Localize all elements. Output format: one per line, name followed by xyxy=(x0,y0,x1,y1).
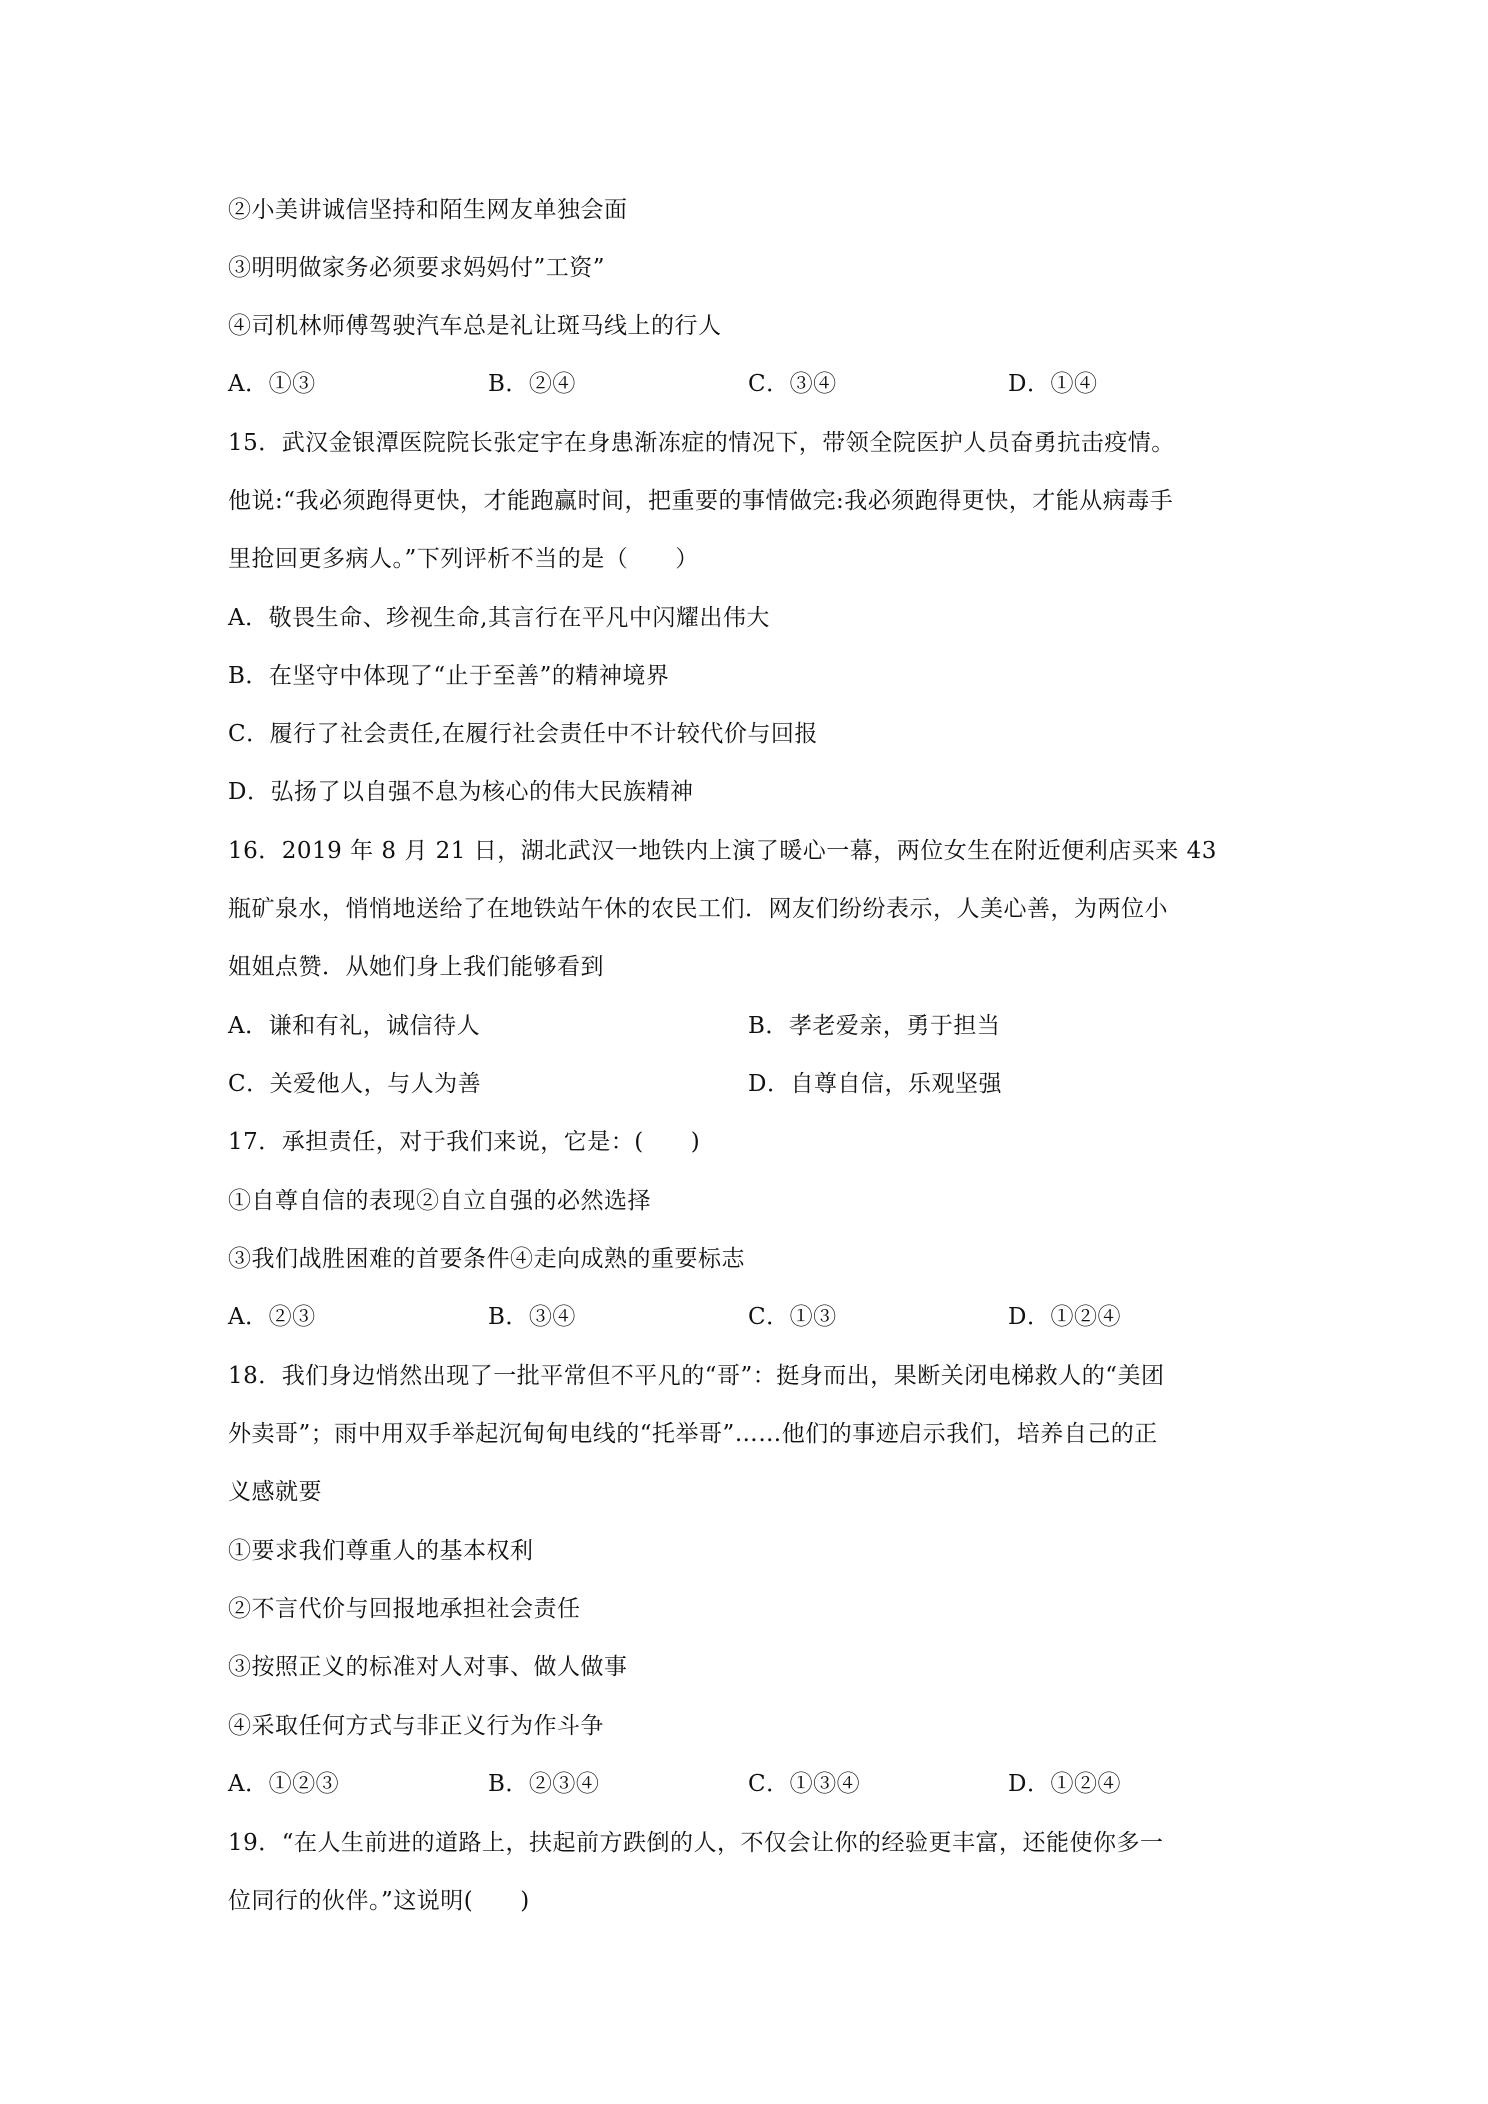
q18-option-c: C．①③④ xyxy=(748,1771,861,1797)
q18-stem-line-3: 义感就要 xyxy=(228,1479,322,1505)
q14-item-2: ②小美讲诚信坚持和陌生网友单独会面 xyxy=(228,197,628,223)
q15-option-b: B．在坚守中体现了“止于至善”的精神境界 xyxy=(228,663,670,689)
q15-stem-line-1: 15．武汉金银潭医院院长张定宇在身患渐冻症的情况下，带领全院医护人员奋勇抗击疫情。 xyxy=(228,430,1175,456)
q16-option-c: C．关爱他人，与人为善 xyxy=(228,1071,482,1097)
q14-option-c: C．③④ xyxy=(748,371,837,397)
q17-stem: 17．承担责任，对于我们来说，它是：( ) xyxy=(228,1129,701,1155)
q18-option-a: A．①②③ xyxy=(228,1771,340,1797)
q18-item-1: ①要求我们尊重人的基本权利 xyxy=(228,1538,534,1564)
q18-option-d: D．①②④ xyxy=(1008,1771,1121,1797)
q16-stem-line-3: 姐姐点赞．从她们身上我们能够看到 xyxy=(228,954,604,980)
q14-item-3: ③明明做家务必须要求妈妈付”工资” xyxy=(228,255,606,281)
q16-option-d: D．自尊自信，乐观坚强 xyxy=(748,1071,1002,1097)
q16-stem-line-1: 16．2019 年 8 月 21 日，湖北武汉一地铁内上演了暖心一幕，两位女生在附近便利店买来 43 xyxy=(228,838,1217,864)
q14-option-a: A．①③ xyxy=(228,371,316,397)
q16-stem-line-2: 瓶矿泉水，悄悄地送给了在地铁站午休的农民工们．网友们纷纷表示，人美心善，为两位小 xyxy=(228,896,1168,922)
q18-item-2: ②不言代价与回报地承担社会责任 xyxy=(228,1596,581,1622)
q14-option-d: D．①④ xyxy=(1008,371,1098,397)
q15-stem-line-3: 里抢回更多病人。”下列评析不当的是（ ） xyxy=(228,546,699,572)
q14-option-b: B．②④ xyxy=(488,371,576,397)
q18-option-b: B．②③④ xyxy=(488,1771,600,1797)
q15-option-a: A．敬畏生命、珍视生命,其言行在平凡中闪耀出伟大 xyxy=(228,605,770,631)
q16-option-a: A．谦和有礼，诚信待人 xyxy=(228,1013,481,1039)
q18-item-4: ④采取任何方式与非正义行为作斗争 xyxy=(228,1713,604,1739)
q17-items-line-1: ①自尊自信的表现②自立自强的必然选择 xyxy=(228,1188,651,1214)
q17-option-d: D．①②④ xyxy=(1008,1304,1121,1330)
q19-stem-line-1: 19．“在人生前进的道路上，扶起前方跌倒的人，不仅会让你的经验更丰富，还能使你多一 xyxy=(228,1830,1164,1856)
q15-option-c: C．履行了社会责任,在履行社会责任中不计较代价与回报 xyxy=(228,721,818,747)
q18-item-3: ③按照正义的标准对人对事、做人做事 xyxy=(228,1654,628,1680)
q18-stem-line-2: 外卖哥”；雨中用双手举起沉甸甸电线的“托举哥”……他们的事迹启示我们，培养自己的正 xyxy=(228,1421,1158,1447)
q15-option-d: D．弘扬了以自强不息为核心的伟大民族精神 xyxy=(228,779,694,805)
q19-stem-line-2: 位同行的伙伴。”这说明( ) xyxy=(228,1888,530,1914)
q14-item-4: ④司机林师傅驾驶汽车总是礼让斑马线上的行人 xyxy=(228,313,722,339)
q17-option-a: A．②③ xyxy=(228,1304,316,1330)
q17-option-c: C．①③ xyxy=(748,1304,837,1330)
q15-stem-line-2: 他说:“我必须跑得更快，才能跑赢时间，把重要的事情做完:我必须跑得更快，才能从病毒手 xyxy=(228,488,1174,514)
q16-option-b: B．孝老爱亲，勇于担当 xyxy=(748,1013,1001,1039)
q18-stem-line-1: 18．我们身边悄然出现了一批平常但不平凡的“哥”：挺身而出，果断关闭电梯救人的“美团 xyxy=(228,1363,1165,1389)
q17-items-line-2: ③我们战胜困难的首要条件④走向成熟的重要标志 xyxy=(228,1246,745,1272)
q17-option-b: B．③④ xyxy=(488,1304,576,1330)
